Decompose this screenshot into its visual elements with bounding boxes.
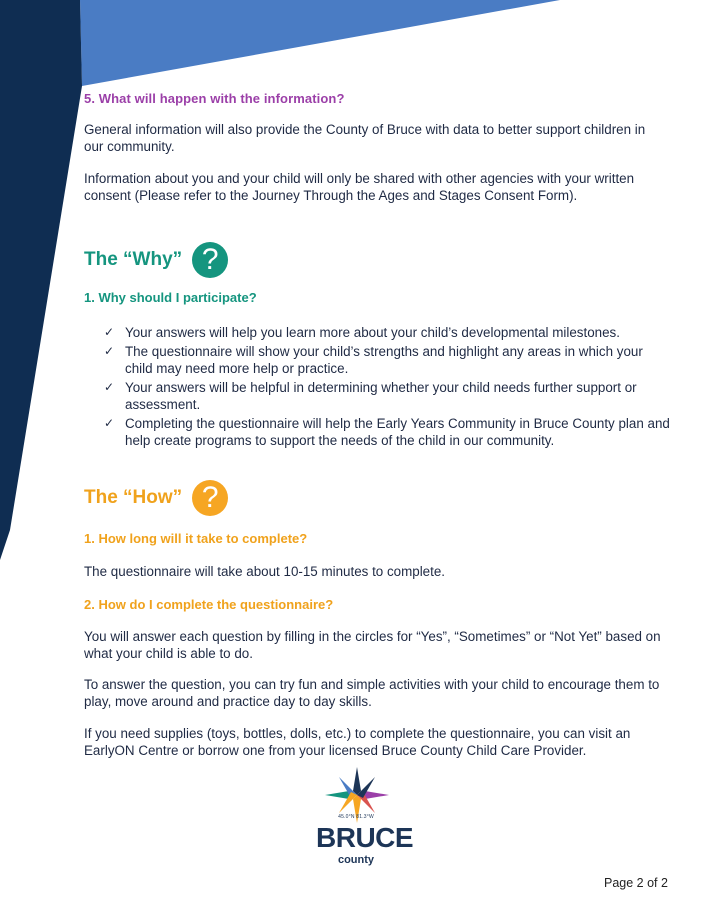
section5-heading: 5. What will happen with the information?: [84, 91, 345, 106]
question-circle-icon: ?: [192, 480, 228, 516]
how-question-2: 2. How do I complete the questionnaire?: [84, 597, 334, 612]
how-paragraph-2: To answer the question, you can try fun and simple activities with your child to encourage them to play, move around and practice day to day skills.: [84, 677, 660, 709]
how-title: The “How”: [84, 487, 183, 508]
checkmark-icon: ✓: [104, 415, 115, 430]
why-title: The “Why”: [84, 249, 183, 270]
checkmark-icon: ✓: [104, 343, 115, 358]
section5-paragraph-1: General information will also provide the County of Bruce with data to better support children in our community.: [84, 122, 646, 154]
how-paragraph-3: If you need supplies (toys, bottles, dolls, etc.) to complete the questionnaire, you can visit an EarlyON Centre or borrow one from your licensed Bruce County Child Care Provider.: [84, 726, 631, 758]
logo-coordinates: 45.0°N 81.3°W: [338, 814, 374, 820]
how-answer-1: The questionnaire will take about 10-15 minutes to complete.: [84, 564, 446, 579]
checklist-item: ✓ Your answers will help you learn more about your child’s developmental milestones.: [104, 325, 620, 340]
checkmark-icon: ✓: [104, 325, 115, 339]
why-question-1: 1. Why should I participate?: [84, 290, 257, 305]
how-question-1: 1. How long will it take to complete?: [84, 531, 308, 546]
logo-wordmark: BRUCE: [316, 822, 414, 853]
section5-paragraph-2: Information about you and your child will only be shared with other agencies with your written consent (Please refer to the Journey Through the Ages and Stages Consent Form).: [84, 171, 635, 203]
page-number: Page 2 of 2: [604, 876, 668, 890]
question-circle-icon: ?: [192, 242, 228, 278]
how-heading: [84, 480, 228, 516]
checklist-item: ✓ The questionnaire will show your child’s strengths and highlight any areas in which your child may need more help or practice.: [104, 343, 643, 376]
checklist-item: ✓ Completing the questionnaire will help the Early Years Community in Bruce County plan and help create programs to support the needs of the child in our community.: [104, 415, 670, 448]
why-heading: [84, 242, 228, 278]
why-checklist: [104, 324, 674, 451]
how-paragraph-1: You will answer each question by filling in the circles for “Yes”, “Sometimes” or “Not Yet” based on what your child is able to do.: [84, 629, 661, 661]
checklist-item: ✓ Your answers will be helpful in determining whether your child needs further support or assessment.: [104, 379, 637, 412]
logo-subtext: county: [337, 854, 375, 866]
checkmark-icon: ✓: [104, 379, 115, 394]
